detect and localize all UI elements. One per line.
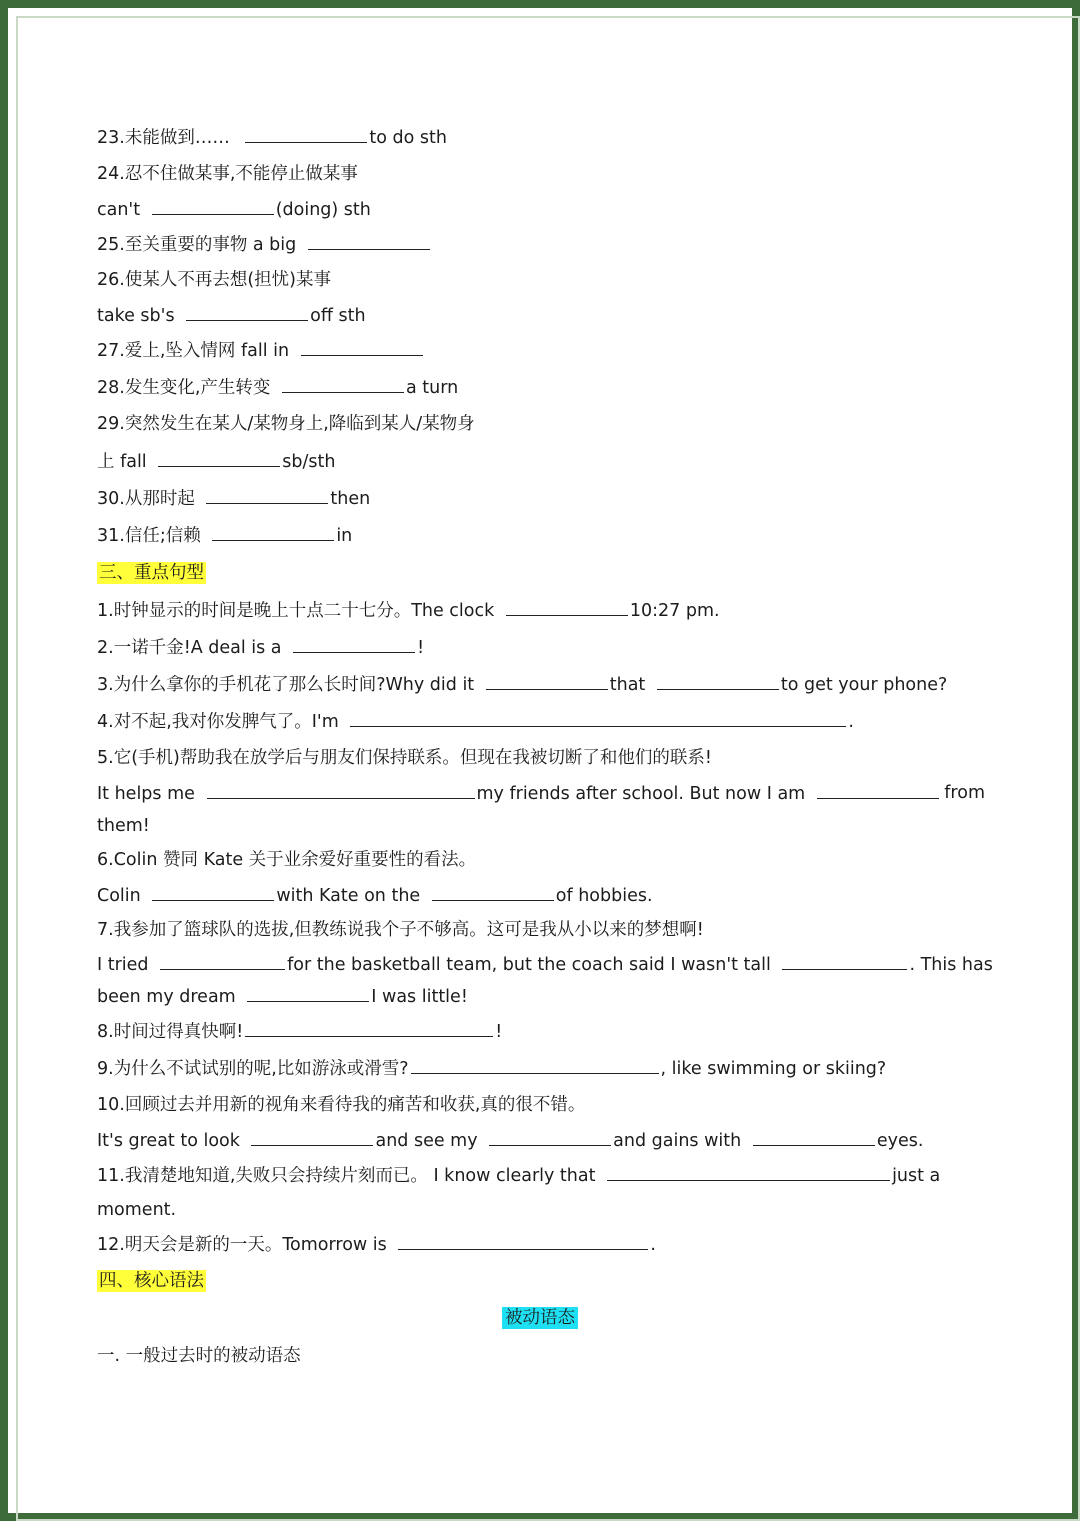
sentence-2-prompt: 2.一诺千金!A deal is a — [97, 638, 282, 658]
answer-blank[interactable] — [212, 524, 334, 541]
item-24-prefix: can't — [97, 200, 141, 220]
answer-blank[interactable] — [607, 1164, 890, 1181]
sentence-1 — [97, 599, 720, 622]
section-4-title: 四、核心语法 — [99, 1271, 204, 1291]
answer-blank[interactable] — [817, 782, 939, 799]
sentence-11 — [97, 1164, 985, 1187]
sentence-10-en — [97, 1129, 923, 1152]
item-30-suffix: then — [330, 489, 371, 509]
sentence-7-tail-suffix: I was little! — [371, 987, 468, 1007]
sentence-5-cn: 5.它(手机)帮助我在放学后与朋友们保持联系。但现在我被切断了和他们的联系! — [97, 748, 712, 768]
sentence-11-tail: moment. — [97, 1200, 177, 1220]
sentence-9 — [97, 1057, 886, 1080]
sentence-7-mid: for the basketball team, but the coach said I wasn't tall — [287, 955, 771, 975]
answer-blank[interactable] — [398, 1233, 648, 1250]
answer-blank[interactable] — [186, 304, 308, 321]
item-23-suffix: to do sth — [369, 128, 448, 148]
sentence-1-prompt: 1.时钟显示的时间是晚上十点二十七分。The clock — [97, 601, 495, 621]
answer-blank[interactable] — [152, 884, 274, 901]
answer-blank[interactable] — [308, 233, 430, 250]
item-29-en — [97, 450, 335, 473]
sentence-3-prompt: 3.为什么拿你的手机花了那么长时间?Why did it — [97, 675, 475, 695]
sentence-3-suffix: to get your phone? — [780, 675, 948, 695]
answer-blank[interactable] — [160, 953, 285, 970]
item-26-cn: 26.使某人不再去想(担忧)某事 — [97, 270, 331, 290]
sentence-12-prompt: 12.明天会是新的一天。Tomorrow is — [97, 1235, 387, 1255]
answer-blank[interactable] — [207, 782, 475, 799]
item-26-en — [97, 304, 366, 327]
answer-blank[interactable] — [245, 1020, 493, 1037]
answer-blank[interactable] — [282, 376, 404, 393]
answer-blank[interactable] — [350, 710, 846, 727]
answer-blank[interactable] — [301, 339, 423, 356]
item-25 — [97, 233, 432, 256]
answer-blank[interactable] — [506, 599, 628, 616]
item-30 — [97, 487, 370, 510]
item-27-prompt: 27.爱上,坠入情网 fall in — [97, 341, 290, 361]
answer-blank[interactable] — [411, 1057, 659, 1074]
item-31-suffix: in — [336, 526, 353, 546]
answer-blank[interactable] — [247, 985, 369, 1002]
grammar-title — [502, 1307, 578, 1329]
sentence-5-tail: them! — [97, 816, 150, 836]
sentence-8 — [97, 1020, 502, 1043]
item-29-suffix: sb/sth — [282, 452, 336, 472]
sentence-6-prefix: Colin — [97, 886, 141, 906]
item-23-prompt: 23.未能做到…… — [97, 128, 230, 148]
item-31 — [97, 524, 352, 547]
sentence-1-suffix: 10:27 pm. — [629, 601, 720, 621]
sentence-6-cn: 6.Colin 赞同 Kate 关于业余爱好重要性的看法。 — [97, 850, 477, 870]
sentence-9-prompt: 9.为什么不试试别的呢,比如游泳或滑雪? — [97, 1059, 409, 1079]
answer-blank[interactable] — [158, 450, 280, 467]
sentence-7-tail — [97, 985, 468, 1008]
item-28 — [97, 376, 458, 399]
sentence-3 — [97, 673, 947, 696]
section-3-heading — [97, 562, 206, 584]
sentence-11-suffix: just a — [892, 1166, 941, 1186]
item-24-cn: 24.忍不住做某事,不能停止做某事 — [97, 164, 358, 184]
item-24-suffix: (doing) sth — [275, 200, 371, 220]
sentence-2-suffix: ! — [417, 638, 425, 658]
sentence-4 — [97, 710, 854, 733]
item-28-suffix: a turn — [405, 378, 459, 398]
sentence-7-suffix: . This has — [909, 955, 993, 975]
sentence-10-cn: 10.回顾过去并用新的视角来看待我的痛苦和收获,真的很不错。 — [97, 1095, 586, 1115]
sentence-6-suffix: of hobbies. — [555, 886, 653, 906]
sentence-10-mid2: and gains with — [613, 1131, 742, 1151]
answer-blank[interactable] — [753, 1129, 875, 1146]
grammar-subsection-1: 一. 一般过去时的被动语态 — [97, 1346, 301, 1366]
item-29-prefix: 上 fall — [97, 452, 147, 472]
answer-blank[interactable] — [152, 198, 274, 215]
sentence-4-prompt: 4.对不起,我对你发脾气了。I'm — [97, 712, 339, 732]
item-26-suffix: off sth — [310, 306, 366, 326]
sentence-3-mid: that — [609, 675, 646, 695]
item-24-en — [97, 198, 371, 221]
sentence-8-suffix: ! — [495, 1022, 503, 1042]
item-31-prompt: 31.信任;信赖 — [97, 526, 201, 546]
section-3-title: 三、重点句型 — [99, 563, 204, 583]
answer-blank[interactable] — [245, 126, 367, 143]
answer-blank[interactable] — [782, 953, 907, 970]
sentence-10-suffix: eyes. — [876, 1131, 924, 1151]
grammar-title-text: 被动语态 — [502, 1307, 578, 1329]
sentence-12-suffix: . — [650, 1235, 656, 1255]
sentence-7-en — [97, 953, 993, 976]
item-30-prompt: 30.从那时起 — [97, 489, 195, 509]
answer-blank[interactable] — [657, 673, 779, 690]
item-25-prompt: 25.至关重要的事物 a big — [97, 235, 297, 255]
sentence-5-mid: my friends after school. But now I am — [476, 784, 806, 804]
sentence-5-en — [97, 782, 985, 805]
sentence-6-en — [97, 884, 653, 907]
sentence-2 — [97, 636, 424, 659]
sentence-7-prefix: I tried — [97, 955, 149, 975]
sentence-7-cn: 7.我参加了篮球队的选拔,但教练说我个子不够高。这可是我从小以来的梦想啊! — [97, 920, 704, 940]
sentence-5-suffix: from — [944, 783, 985, 803]
sentence-10-prefix: It's great to look — [97, 1131, 240, 1151]
sentence-10-mid1: and see my — [375, 1131, 478, 1151]
answer-blank[interactable] — [489, 1129, 611, 1146]
answer-blank[interactable] — [432, 884, 554, 901]
section-4-heading — [97, 1270, 206, 1292]
answer-blank[interactable] — [251, 1129, 373, 1146]
item-28-prompt: 28.发生变化,产生转变 — [97, 378, 271, 398]
item-26-prefix: take sb's — [97, 306, 175, 326]
sentence-12 — [97, 1233, 656, 1256]
answer-blank[interactable] — [293, 636, 415, 653]
item-29-cn: 29.突然发生在某人/某物身上,降临到某人/某物身 — [97, 414, 475, 434]
sentence-7-tail-prefix: been my dream — [97, 987, 236, 1007]
answer-blank[interactable] — [206, 487, 328, 504]
sentence-11-prompt: 11.我清楚地知道,失败只会持续片刻而已。 I know clearly that — [97, 1166, 596, 1186]
sentence-9-suffix: , like swimming or skiing? — [660, 1059, 887, 1079]
answer-blank[interactable] — [486, 673, 608, 690]
sentence-4-suffix: . — [848, 712, 854, 732]
item-27 — [97, 339, 425, 362]
sentence-5-prefix: It helps me — [97, 784, 195, 804]
sentence-8-prompt: 8.时间过得真快啊! — [97, 1022, 244, 1042]
item-23 — [97, 126, 447, 149]
sentence-6-mid: with Kate on the — [276, 886, 421, 906]
